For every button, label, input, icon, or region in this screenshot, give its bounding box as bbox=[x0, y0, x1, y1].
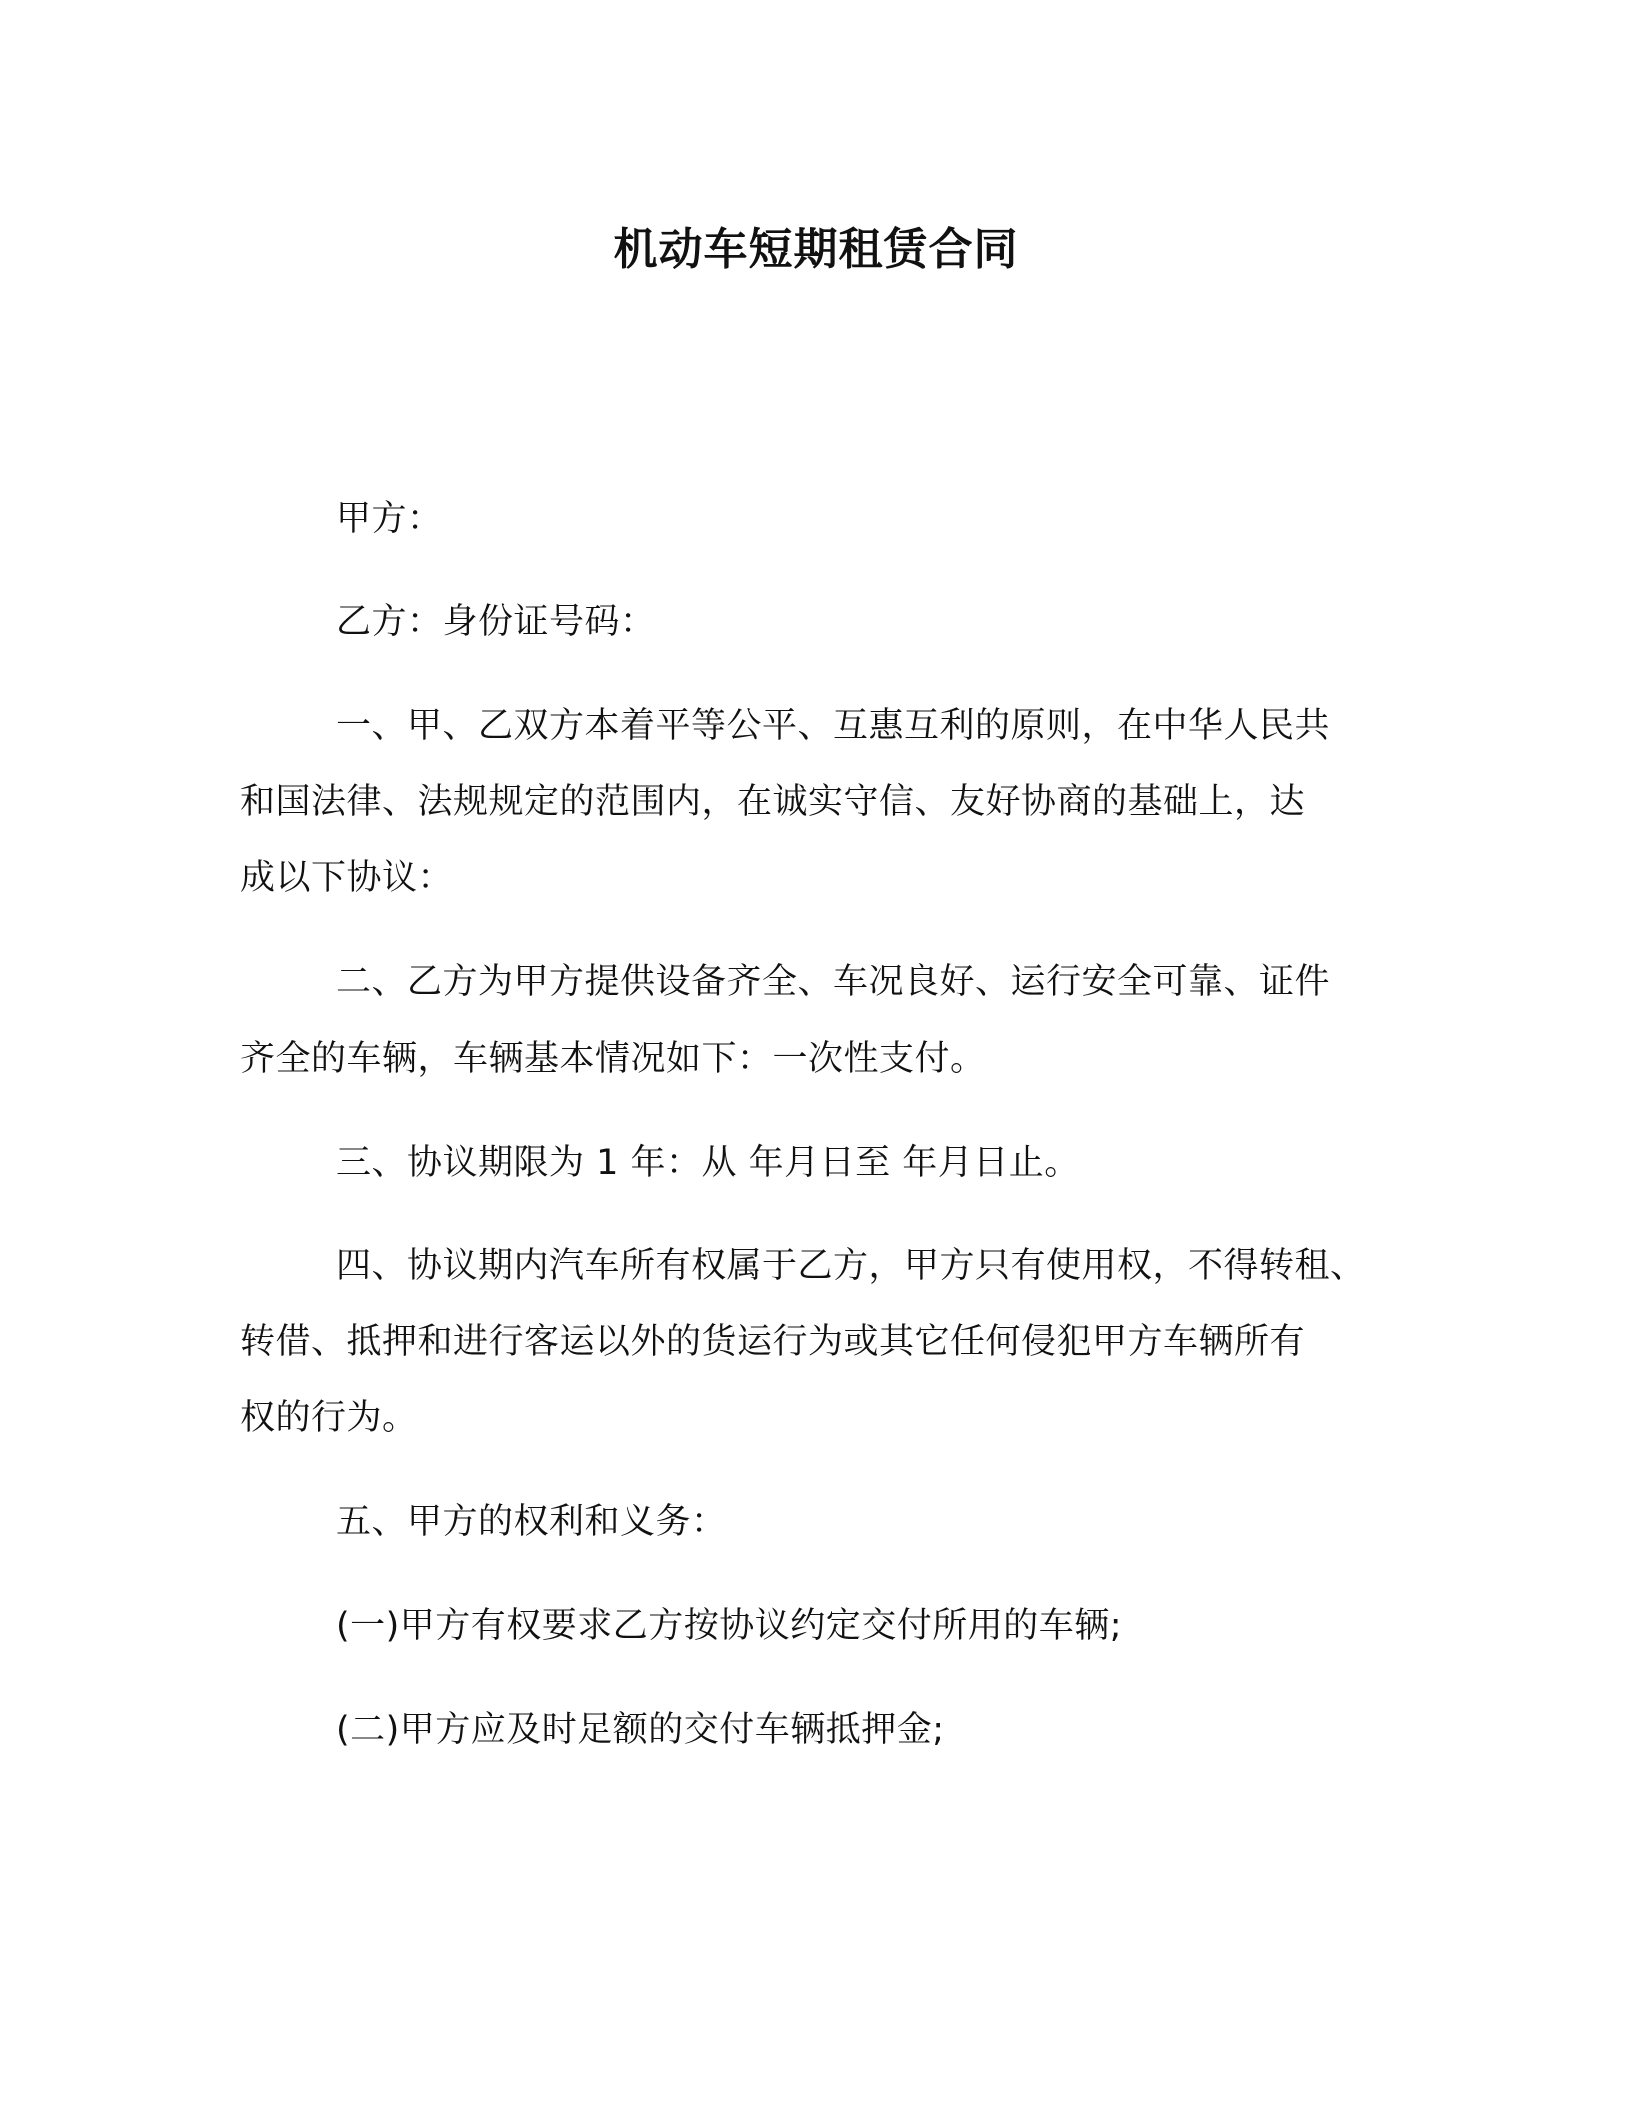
document-title: 机动车短期租赁合同 bbox=[613, 224, 1019, 275]
clause-2-line-1: 二、乙方为甲方提供设备齐全、车况良好、运行安全可靠、证件 bbox=[336, 962, 1331, 1002]
clause-1-line-3: 成以下协议： bbox=[240, 858, 454, 898]
clause-1-line-1: 一、甲、乙双方本着平等公平、互惠互利的原则，在中华人民共 bbox=[336, 706, 1331, 746]
party-b-line: 乙方：身份证号码： bbox=[336, 602, 656, 642]
clause-5-heading: 五、甲方的权利和义务： bbox=[336, 1502, 727, 1542]
party-a-line: 甲方： bbox=[336, 499, 443, 539]
clause-5-item-2: (二)甲方应及时足额的交付车辆抵押金; bbox=[336, 1710, 945, 1750]
clause-4-line-3: 权的行为。 bbox=[240, 1398, 418, 1438]
clause-5-item-1: (一)甲方有权要求乙方按协议约定交付所用的车辆; bbox=[336, 1606, 1123, 1646]
clause-4-line-2: 转借、抵押和进行客运以外的货运行为或其它任何侵犯甲方车辆所有 bbox=[240, 1322, 1306, 1362]
clause-2-line-2: 齐全的车辆，车辆基本情况如下：一次性支付。 bbox=[240, 1039, 986, 1079]
clause-3-line-1: 三、协议期限为 1 年：从 年月日至 年月日止。 bbox=[336, 1143, 1080, 1183]
clause-4-line-1: 四、协议期内汽车所有权属于乙方，甲方只有使用权，不得转租、 bbox=[336, 1246, 1366, 1286]
clause-1-line-2: 和国法律、法规规定的范围内，在诚实守信、友好协商的基础上，达 bbox=[240, 782, 1306, 822]
